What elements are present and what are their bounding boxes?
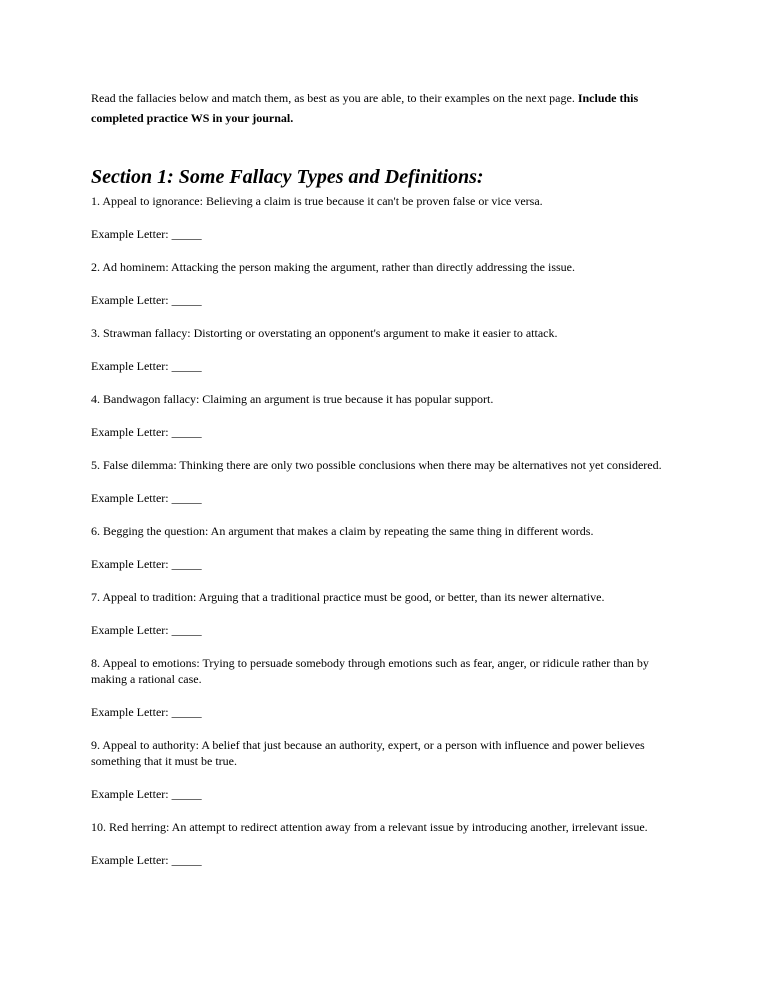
fallacy-item (91, 655, 681, 720)
example-letter-blank[interactable]: Example Letter: _____ (91, 705, 202, 719)
intro-paragraph (91, 88, 681, 128)
fallacy-item (91, 737, 681, 802)
example-letter-blank[interactable]: Example Letter: _____ (91, 359, 202, 373)
example-letter-blank[interactable]: Example Letter: _____ (91, 623, 202, 637)
fallacy-item (91, 589, 681, 638)
fallacy-item (91, 391, 681, 440)
fallacy-definition: 8. Appeal to emotions: Trying to persuade somebody through emotions such as fear, anger, or ridicule rather than by making a rational case. (91, 656, 649, 686)
intro-text: Read the fallacies below and match them, as best as you are able, to their examples on the next page. (91, 91, 578, 105)
fallacy-item (91, 819, 681, 868)
fallacy-definition: 7. Appeal to tradition: Arguing that a traditional practice must be good, or better, than its newer alternative. (91, 590, 605, 604)
fallacy-definition: 5. False dilemma: Thinking there are only two possible conclusions when there may be alternatives not yet considered. (91, 458, 662, 472)
fallacy-definition: 10. Red herring: An attempt to redirect attention away from a relevant issue by introducing another, irrelevant issue. (91, 820, 648, 834)
section-heading: Section 1: Some Fallacy Types and Definitions: (91, 166, 484, 188)
fallacy-list (91, 193, 681, 868)
fallacy-definition: 9. Appeal to authority: A belief that just because an authority, expert, or a person with influence and power believes something that it must be true. (91, 738, 645, 768)
example-letter-blank[interactable]: Example Letter: _____ (91, 425, 202, 439)
fallacy-item (91, 457, 681, 506)
worksheet-page (91, 88, 681, 885)
intro-bold-instruction: Include this completed practice WS in your journal. (91, 91, 639, 125)
example-letter-blank[interactable]: Example Letter: _____ (91, 557, 202, 571)
fallacy-item (91, 523, 681, 572)
fallacy-item (91, 193, 681, 242)
fallacy-definition: 6. Begging the question: An argument that makes a claim by repeating the same thing in different words. (91, 524, 594, 538)
fallacy-item (91, 259, 681, 308)
fallacy-definition: 3. Strawman fallacy: Distorting or overstating an opponent's argument to make it easier to attack. (91, 326, 558, 340)
example-letter-blank[interactable]: Example Letter: _____ (91, 293, 202, 307)
example-letter-blank[interactable]: Example Letter: _____ (91, 227, 202, 241)
fallacy-definition: 4. Bandwagon fallacy: Claiming an argument is true because it has popular support. (91, 392, 494, 406)
example-letter-blank[interactable]: Example Letter: _____ (91, 491, 202, 505)
example-letter-blank[interactable]: Example Letter: _____ (91, 787, 202, 801)
fallacy-item (91, 325, 681, 374)
example-letter-blank[interactable]: Example Letter: _____ (91, 853, 202, 867)
fallacy-definition: 1. Appeal to ignorance: Believing a claim is true because it can't be proven false or vice versa. (91, 194, 543, 208)
fallacy-definition: 2. Ad hominem: Attacking the person making the argument, rather than directly addressing the issue. (91, 260, 576, 274)
